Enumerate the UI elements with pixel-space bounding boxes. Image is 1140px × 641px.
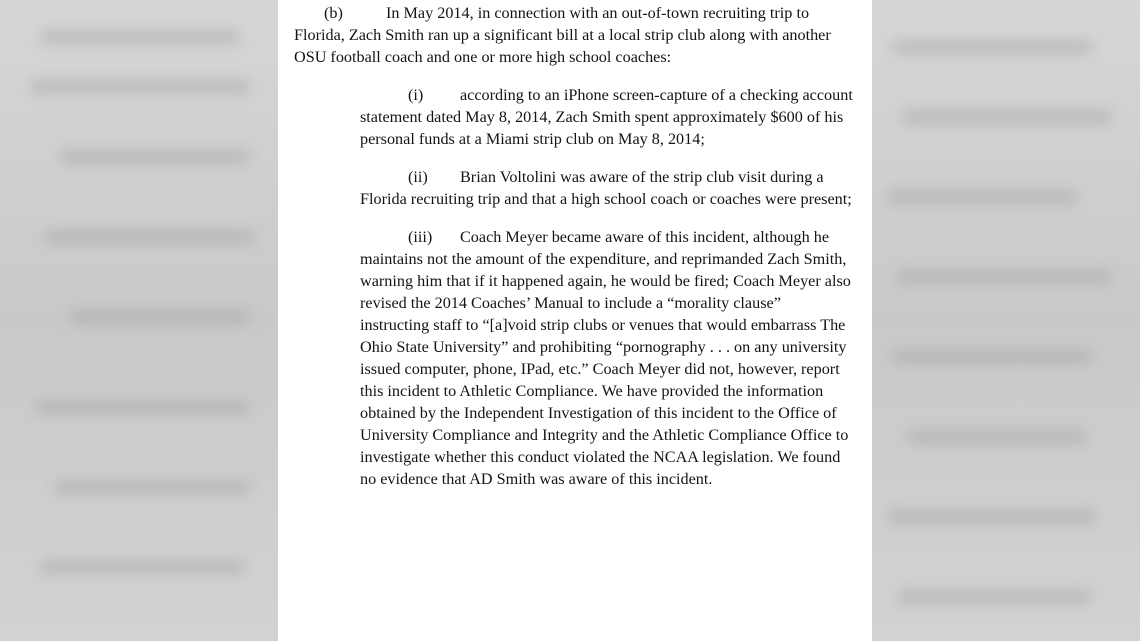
paragraph-label: (ii) (408, 168, 428, 186)
paragraph-label: (iii) (408, 228, 433, 246)
paragraph-ii (360, 166, 854, 210)
paragraph-label: (b) (324, 4, 343, 22)
paragraph-text: Brian Voltolini was aware of the strip club visit during a Florida recruiting trip and that a high school coach or coaches were present; (360, 168, 852, 208)
paragraph-text: Coach Meyer became aware of this incident, although he maintains not the amount of the expenditure, and reprimanded Zach Smith, warning him that if it happened again, he would be fired; Coach Meyer also revised the 2014 Coaches’ Manual to include a “morality clause” instructing staff to “[a]void strip clubs or venues that would embarrass The Ohio State University” and prohibiting “pornography . . . on any university issued computer, phone, IPad, etc.” Coach Meyer did not, however, report this incident to Athletic Compliance. We have provided the information obtained by the Independent Investigation of this incident to the Office of University Compliance and Integrity and the Athletic Compliance Office to investigate whether this conduct violated the NCAA legislation. We found no evidence that AD Smith was aware of this incident. (360, 228, 851, 488)
paragraph-iii (360, 226, 854, 490)
paragraph-b (294, 2, 854, 68)
paragraph-i (360, 84, 854, 150)
blurred-background-left (0, 0, 278, 641)
paragraph-text: In May 2014, in connection with an out-of-town recruiting trip to Florida, Zach Smith ran up a significant bill at a local strip club along with another OSU football coach and one or more high school coaches: (294, 4, 831, 66)
document-page (278, 0, 872, 641)
paragraph-label: (i) (408, 86, 424, 104)
document-text (294, 2, 854, 506)
blurred-background-right (872, 0, 1140, 641)
paragraph-text: according to an iPhone screen-capture of a checking account statement dated May 8, 2014, Zach Smith spent approximately $600 of his personal funds at a Miami strip club on May 8, 2014; (360, 86, 853, 148)
